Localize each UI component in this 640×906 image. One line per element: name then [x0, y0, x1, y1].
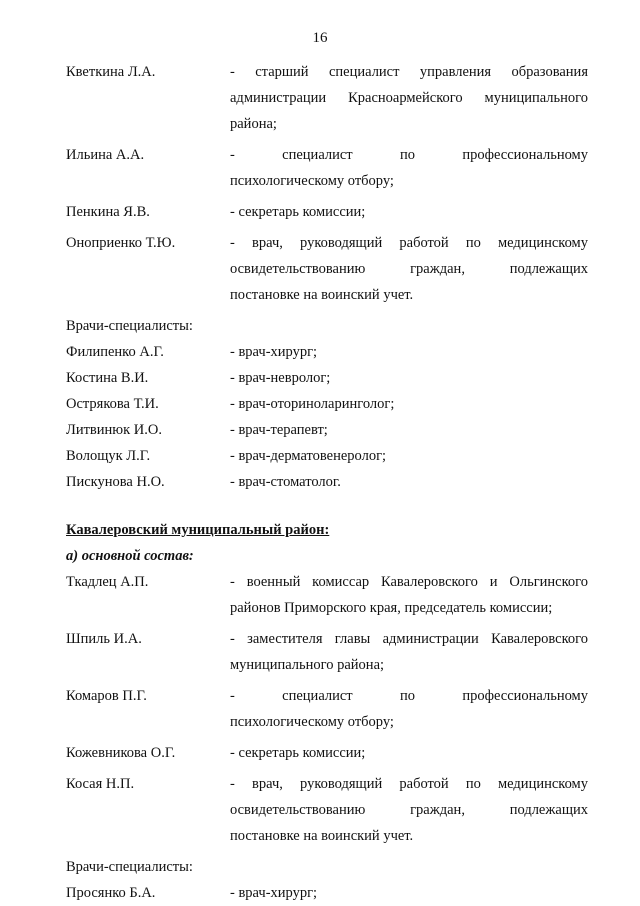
- role-line: муниципального района;: [230, 657, 385, 673]
- role-line: - врач-стоматолог.: [230, 474, 341, 490]
- member-name: Косая Н.П.: [66, 776, 135, 792]
- member-list-group1: [66, 59, 588, 313]
- role-line: - врач-хирург;: [230, 344, 318, 360]
- role-line: - врач-невролог;: [230, 370, 331, 386]
- role-line: освидетельствованию граждан, подлежащих: [230, 802, 588, 818]
- member-row: [66, 59, 588, 137]
- specialist-name: Пискунова Н.О.: [66, 474, 165, 490]
- role-line: - врач-терапевт;: [230, 422, 328, 438]
- specialist-name: Костина В.И.: [66, 370, 149, 386]
- specialist-row: [66, 391, 588, 417]
- member-role: [230, 771, 588, 849]
- role-line: постановке на воинский учет.: [230, 828, 414, 844]
- member-list-group2: [66, 569, 588, 854]
- specialist-name: Литвинюк И.О.: [66, 422, 162, 438]
- role-line: - военный комиссар Кавалеровского и Ольгинского: [230, 574, 588, 590]
- section-title-kavalerovsky: Кавалеровский муниципальный район:: [66, 522, 330, 538]
- role-line: постановке на воинский учет.: [230, 287, 414, 303]
- role-line: - врач, руководящий работой по медицинскому: [230, 776, 588, 792]
- member-name: Оноприенко Т.Ю.: [66, 235, 176, 251]
- role-line: - врач-хирург;: [230, 885, 318, 901]
- member-name: Кветкина Л.А.: [66, 64, 156, 80]
- role-line: - врач, руководящий работой по медицинскому: [230, 235, 588, 251]
- member-row: [66, 199, 588, 225]
- subsection-title-main-composition: а) основной состав:: [66, 548, 194, 564]
- member-role: [230, 740, 588, 766]
- specialists-label-1: Врачи-специалисты:: [66, 318, 193, 334]
- specialist-role: [230, 880, 588, 906]
- role-line: - секретарь комиссии;: [230, 745, 366, 761]
- member-row: [66, 142, 588, 194]
- specialist-row: [66, 880, 588, 906]
- specialist-name: Просянко Б.А.: [66, 885, 156, 901]
- role-line: - старший специалист управления образования: [230, 64, 588, 80]
- role-line: администрации Красноармейского муниципального: [230, 90, 588, 106]
- member-row: [66, 230, 588, 308]
- specialist-role: [230, 469, 588, 495]
- role-line: - заместителя главы администрации Кавалеровского: [230, 631, 588, 647]
- member-row: [66, 740, 588, 766]
- role-line: - врач-оториноларинголог;: [230, 396, 395, 412]
- member-row: [66, 771, 588, 849]
- member-row: [66, 569, 588, 621]
- member-role: [230, 59, 588, 137]
- specialist-name: Филипенко А.Г.: [66, 344, 164, 360]
- specialist-row: [66, 443, 588, 469]
- member-role: [230, 199, 588, 225]
- member-row: [66, 683, 588, 735]
- role-line: психологическому отбору;: [230, 173, 394, 189]
- document-body: [66, 59, 588, 906]
- member-name: Кожевникова О.Г.: [66, 745, 176, 761]
- specialist-row: [66, 417, 588, 443]
- role-line: освидетельствованию граждан, подлежащих: [230, 261, 588, 277]
- specialists-label-2: Врачи-специалисты:: [66, 859, 193, 875]
- member-role: [230, 626, 588, 678]
- role-line: - специалист по профессиональному: [230, 688, 588, 704]
- specialist-row: [66, 339, 588, 365]
- specialist-role: [230, 443, 588, 469]
- member-role: [230, 230, 588, 308]
- specialist-role: [230, 417, 588, 443]
- role-line: района;: [230, 116, 277, 132]
- page-number: 16: [312, 30, 328, 46]
- member-name: Ткадлец А.П.: [66, 574, 149, 590]
- specialist-row: [66, 365, 588, 391]
- member-role: [230, 142, 588, 194]
- role-line: - специалист по профессиональному: [230, 147, 588, 163]
- section-spacer: [66, 495, 588, 517]
- specialist-row: [66, 469, 588, 495]
- member-name: Ильина А.А.: [66, 147, 145, 163]
- specialist-role: [230, 391, 588, 417]
- role-line: районов Приморского края, председатель комиссии;: [230, 600, 553, 616]
- role-line: - секретарь комиссии;: [230, 204, 366, 220]
- specialist-name: Острякова Т.И.: [66, 396, 159, 412]
- member-role: [230, 569, 588, 621]
- specialist-role: [230, 339, 588, 365]
- member-role: [230, 683, 588, 735]
- member-name: Шпиль И.А.: [66, 631, 142, 647]
- member-row: [66, 626, 588, 678]
- specialist-role: [230, 365, 588, 391]
- role-line: психологическому отбору;: [230, 714, 394, 730]
- member-name: Пенкина Я.В.: [66, 204, 150, 220]
- specialist-list-2: [66, 880, 588, 906]
- member-name: Комаров П.Г.: [66, 688, 147, 704]
- role-line: - врач-дерматовенеролог;: [230, 448, 387, 464]
- specialist-list-1: [66, 339, 588, 495]
- specialist-name: Волощук Л.Г.: [66, 448, 151, 464]
